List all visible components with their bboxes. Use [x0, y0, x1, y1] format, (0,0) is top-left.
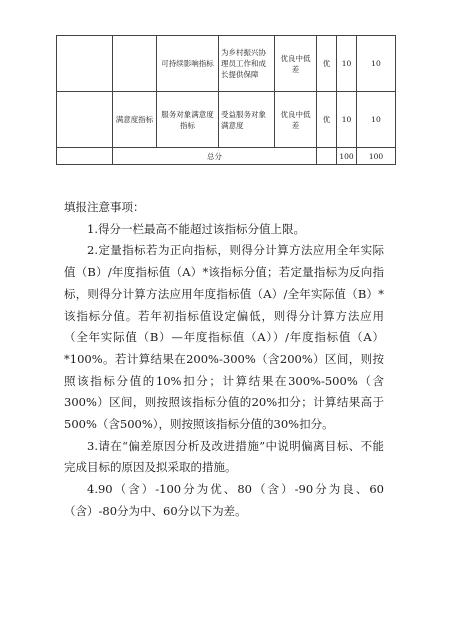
table-cell-category2: 服务对象满意度指标 — [157, 92, 219, 148]
table-cell-category1: 满意度指标 — [113, 92, 157, 148]
table-cell-empty — [57, 92, 113, 148]
table-cell-standard: 优良中低差 — [275, 92, 317, 148]
total-score: 100 — [357, 148, 396, 165]
table-total-row — [57, 148, 396, 165]
table-cell-score: 10 — [357, 92, 396, 148]
table-cell-value: 优 — [317, 92, 337, 148]
note-item-3: 3.请在“偏差原因分析及改进措施”中说明偏离目标、不能完成目标的原因及拟采取的措施。 — [64, 438, 384, 475]
table-cell-category2: 可持续影响指标 — [157, 36, 219, 92]
table-cell-category1 — [113, 36, 157, 92]
table-cell-weight: 10 — [337, 92, 357, 148]
note-item-4: 4.90（含）-100分为优、80（含）-90分为良、60（含）-80分为中、60分以下为差。 — [64, 482, 384, 518]
table-row — [57, 36, 396, 92]
total-weight: 100 — [337, 148, 357, 165]
total-label: 总分 — [113, 148, 317, 165]
filing-notes — [64, 197, 384, 523]
table-cell-score: 10 — [357, 36, 396, 92]
table-cell-standard: 优良中低差 — [275, 36, 317, 92]
table-cell-empty — [317, 148, 337, 165]
table-row — [57, 92, 396, 148]
note-item-1: 1.得分一栏最高不能超过该指标分值上限。 — [87, 221, 305, 236]
table-cell-indicator: 受益服务对象满意度 — [219, 92, 275, 148]
note-item-2: 2.定量指标若为正向指标，则得分计算方法应用全年实际值（B）/年度指标值（A）*该指标分值；若定量指标为反向指标，则得分计算方法应用年度指标值（A）/全年实际值（B）*该指标分值。若年初指标值设定偏低，则得分计算方法应用（全年实际值（B）—年度指标值（A））/年度指标值（A）*100%。若计算结果在200%-300%（含200%）区间，则按照该指标分值的10%扣分；计算结果在300%-500%（含300%）区间，则按照该指标分值的20%扣分；计算结果高于500%（含500%），则按照该指标分值的30%扣分。 — [64, 243, 384, 432]
table-cell-empty — [57, 36, 113, 92]
table-cell-value: 优 — [317, 36, 337, 92]
performance-table — [56, 35, 396, 165]
notes-heading: 填报注意事项： — [64, 200, 145, 214]
table-cell-empty — [57, 148, 113, 165]
table-cell-indicator: 为乡村振兴协理员工作和成长提供保障 — [219, 36, 275, 92]
table-cell-weight: 10 — [337, 36, 357, 92]
